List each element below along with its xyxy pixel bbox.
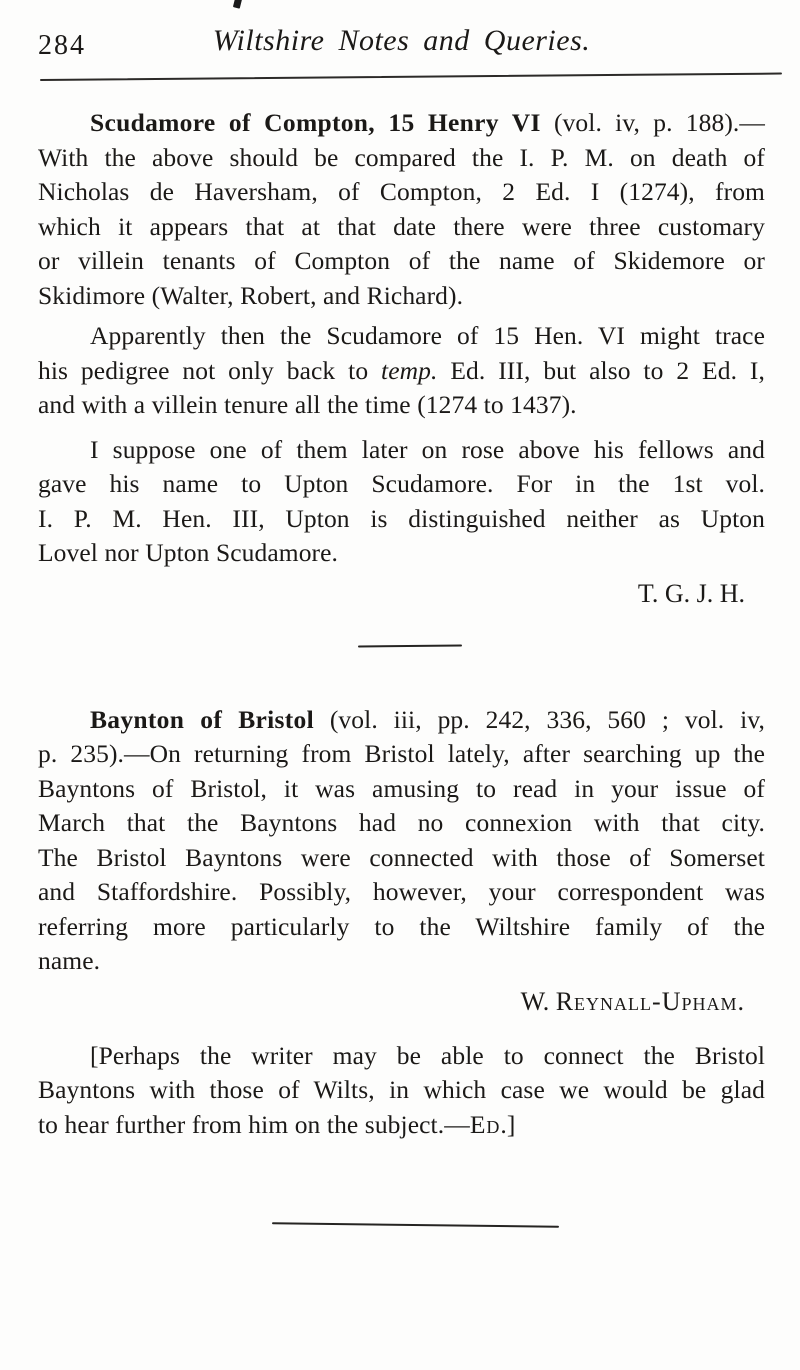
- text-line: to hear further from him on the subject.—Ed.]: [38, 1109, 516, 1139]
- text-line: The Bristol Bayntons were connected with those of Somerset: [38, 842, 765, 872]
- text-line: I suppose one of them later on rose above his fellows and: [90, 434, 765, 464]
- text-line: which it appears that at that date there were three customary: [38, 211, 765, 241]
- text-line: [Perhaps the writer may be able to connect the Bristol: [90, 1040, 765, 1070]
- text-line: Nicholas de Haversham, of Compton, 2 Ed. I (1274), from: [38, 177, 765, 206]
- journal-title: Wiltshire Notes and Queries.: [212, 24, 591, 57]
- page-body: [38, 106, 765, 1226]
- text-line: Lovel nor Upton Scudamore.: [38, 538, 339, 567]
- text-line: name.: [38, 946, 101, 975]
- text-line: Bayntons with those of Wilts, in which case we would be glad: [38, 1075, 765, 1104]
- text-line: March that the Bayntons had no connexion with that city.: [38, 808, 765, 837]
- text-line: and Staffordshire. Possibly, however, your correspondent was: [38, 877, 765, 906]
- section-divider: [272, 1222, 559, 1228]
- signature-text: W.: [520, 986, 556, 1016]
- text-line: gave his name to Upton Scudamore. For in the 1st vol.: [38, 469, 765, 498]
- signature-text: T. G. J. H.: [637, 578, 745, 608]
- text-line: Apparently then the Scudamore of 15 Hen. VI might trace: [90, 321, 765, 350]
- text-line: Bayntons of Bristol, it was amusing to read in your issue of: [38, 773, 765, 803]
- text-line: his pedigree not only back to temp. Ed. III, but also to 2 Ed. I,: [38, 355, 765, 385]
- text-line: and with a villein tenure all the time (1274 to 1437).: [38, 390, 577, 419]
- editor-note: [38, 1039, 765, 1143]
- article-baynton: [38, 703, 765, 1019]
- paragraph: [38, 703, 765, 979]
- page-number: 284: [38, 30, 86, 61]
- paragraph: [38, 433, 765, 571]
- signature: [38, 985, 765, 1019]
- scan-artifact: [233, 0, 242, 9]
- article-scudamore: [38, 106, 765, 611]
- text-line: Scudamore of Compton, 15 Henry VI (vol. iv, p. 188).—: [90, 108, 765, 137]
- text-line: referring more particularly to the Wiltshire family of the: [38, 911, 765, 941]
- text-line: or villein tenants of Compton of the name of Skidemore or: [38, 246, 765, 275]
- text-line: With the above should be compared the I. P. M. on death of: [38, 142, 765, 172]
- text-line: p. 235).—On returning from Bristol lately, after searching up the: [38, 739, 765, 768]
- paragraph: [38, 106, 765, 313]
- paragraph: [38, 319, 765, 423]
- section-divider: [358, 644, 462, 647]
- signature: [38, 577, 765, 611]
- text-line: Skidimore (Walter, Robert, and Richard).: [38, 280, 464, 310]
- signature-smallcaps: Reynall-Upham.: [555, 986, 745, 1016]
- text-line: Baynton of Bristol (vol. iii, pp. 242, 336, 560 ; vol. iv,: [90, 704, 765, 734]
- text-line: I. P. M. Hen. III, Upton is distinguished neither as Upton: [38, 503, 765, 533]
- header-rule: [40, 73, 782, 82]
- page-header: [38, 24, 765, 64]
